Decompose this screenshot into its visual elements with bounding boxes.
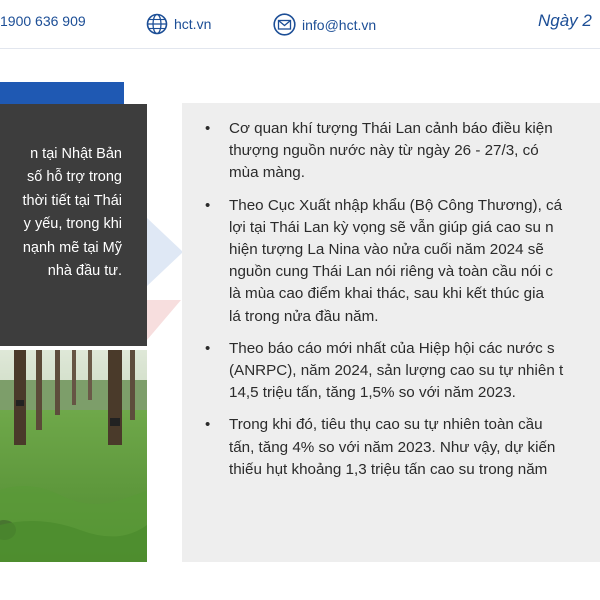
summary-line: số hỗ trợ trong: [27, 169, 122, 186]
email-link[interactable]: info@hct.vn: [302, 16, 377, 33]
bullet-line: là mùa cao điểm khai thác, sau khi kết thúc gia: [229, 285, 544, 303]
bullet-line: • Trong khi đó, tiêu thụ cao su tự nhiên toàn cầu: [229, 416, 543, 434]
bullet-line: • Cơ quan khí tượng Thái Lan cảnh báo điều kiện: [229, 120, 553, 137]
summary-line: n tại Nhật Bản: [30, 146, 122, 162]
header-bar: [0, 0, 600, 49]
email-contact[interactable]: [273, 13, 376, 36]
bullet-line: hiện tượng La Nina vào nửa cuối năm 2024 sẽ: [229, 241, 544, 259]
bullet-line: • Theo Cục Xuất nhập khẩu (Bộ Công Thương), cá: [229, 196, 563, 214]
bullet-line: • Theo báo cáo mới nhất của Hiệp hội các nước s: [229, 339, 555, 357]
date-label: [538, 11, 592, 31]
bullet-item: [205, 195, 600, 328]
phone-contact[interactable]: [0, 13, 86, 29]
website-contact[interactable]: [146, 13, 211, 35]
summary-line: nạnh mẽ tại Mỹ: [22, 239, 122, 256]
date-text: Ngày 2: [538, 11, 592, 30]
bullet-list: [205, 118, 600, 491]
rubber-plantation-photo: [0, 350, 147, 562]
bullet-line: thượng nguồn nước này từ ngày 26 - 27/3, có: [229, 142, 539, 160]
summary-line: nhà đầu tư.: [47, 262, 122, 279]
summary-line: thời tiết tại Thái: [22, 192, 122, 209]
bullet-line: mùa màng.: [229, 164, 305, 182]
mail-icon: [273, 13, 296, 36]
phone-number[interactable]: 1900 636 909: [0, 13, 86, 29]
bullet-item: [205, 118, 600, 185]
bullet-line: nguồn cung Thái Lan nói riêng và toàn cầu nói c: [229, 263, 553, 281]
bullet-line: lợi tại Thái Lan kỳ vọng sẽ vẫn giúp giá cao su n: [229, 218, 554, 236]
decorative-chevron-accent: [147, 300, 181, 340]
section-tab: [0, 82, 124, 106]
bullet-item: [205, 338, 600, 405]
bullet-line: thiếu hụt khoảng 1,3 triệu tấn cao su trong năm: [229, 460, 548, 478]
bullet-line: (ANRPC), năm 2024, sản lượng cao su tự nhiên t: [229, 362, 564, 380]
globe-icon: [146, 13, 168, 35]
bullet-line: lá trong nửa đầu năm.: [229, 307, 379, 325]
bullet-line: 14,5 triệu tấn, tăng 1,5% so với năm 2023.: [229, 384, 516, 402]
summary-text: [0, 143, 122, 283]
decorative-chevron: [147, 218, 183, 286]
website-link[interactable]: hct.vn: [174, 16, 212, 32]
bullet-line: tấn, tăng 4% so với năm 2023. Như vậy, dự kiến: [229, 438, 556, 456]
summary-line: y yếu, trong khi: [23, 216, 122, 233]
bullet-item: [205, 414, 600, 481]
